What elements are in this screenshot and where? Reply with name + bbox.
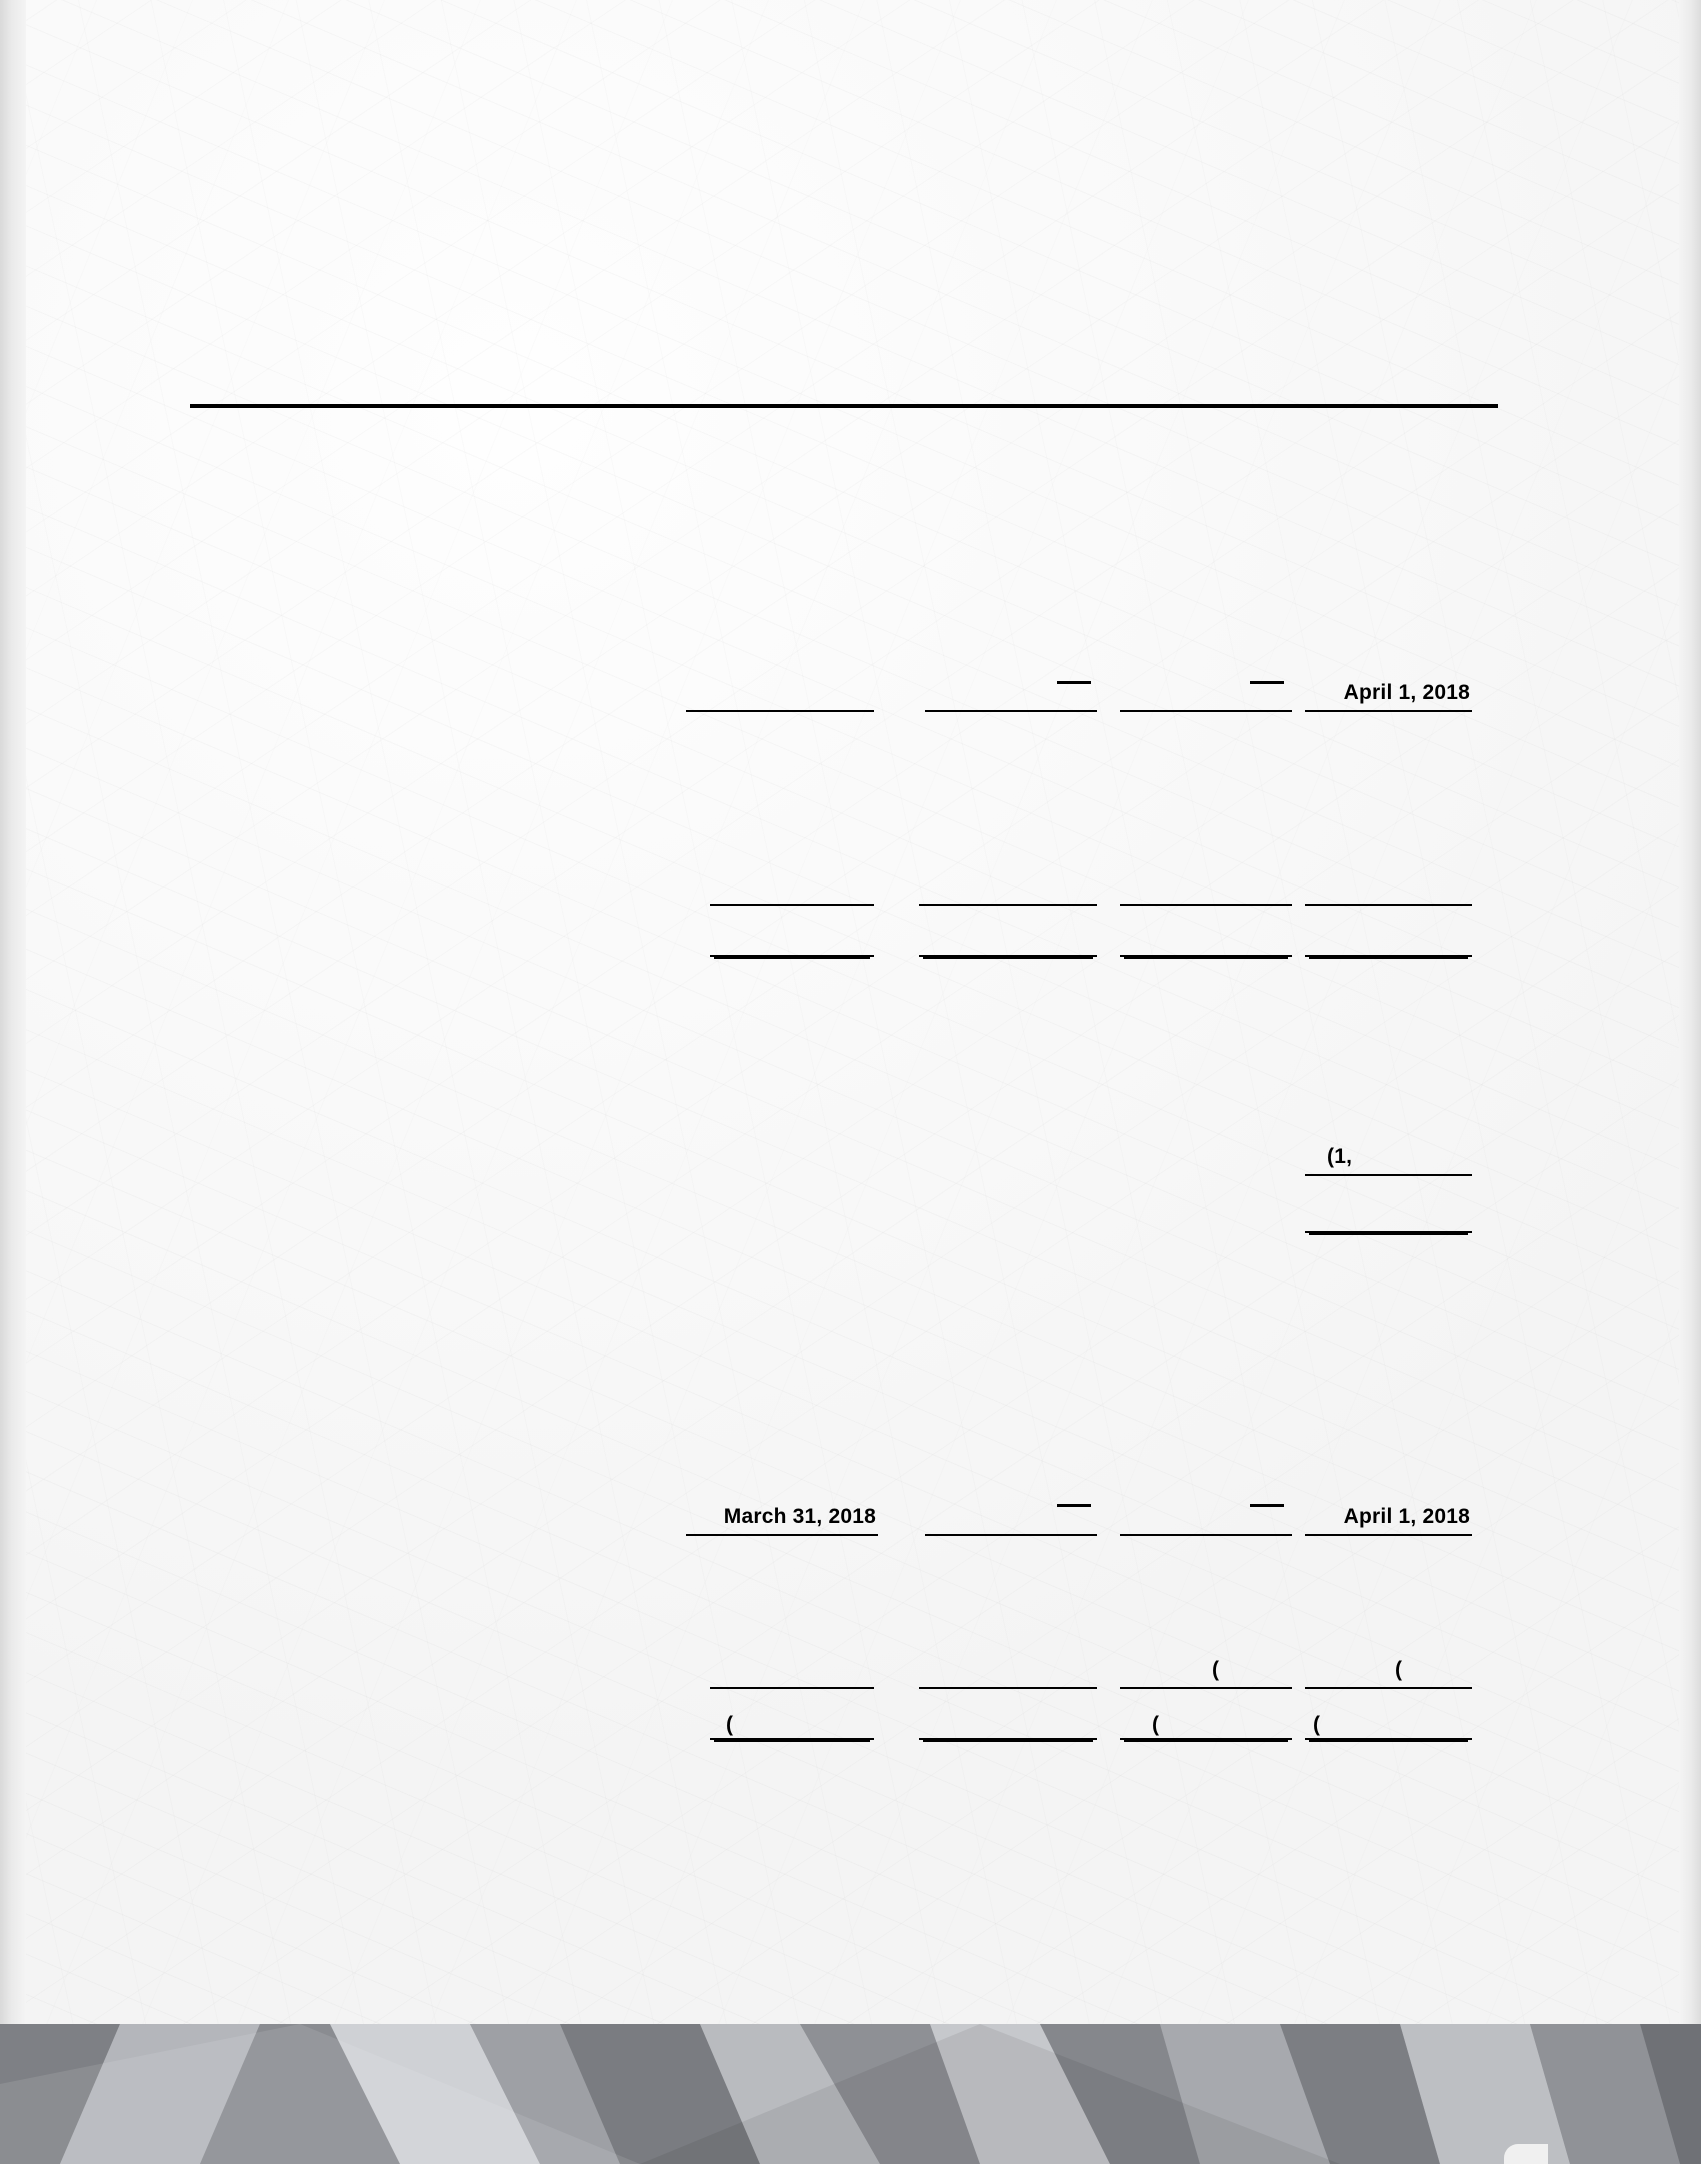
section-c-grand-total-cell-3 [1120, 1710, 1292, 1740]
top-horizontal-rule [190, 404, 1498, 408]
section-a-total-cell-2 [919, 872, 1097, 906]
section-c-header-value-4: April 1, 2018 [1343, 1505, 1470, 1528]
section-a-grand-total-cell-2 [919, 927, 1097, 957]
section-a-header-value-4: April 1, 2018 [1343, 681, 1470, 704]
section-c-header-cell-1 [686, 1502, 878, 1536]
section-c-total-cell-4 [1305, 1655, 1472, 1689]
section-c-total-value-4: ( [1395, 1658, 1403, 1681]
section-a-header-cell-1 [686, 678, 874, 712]
section-a-grand-total-cell-4 [1305, 927, 1472, 957]
section-c-grand-total-cell-1 [710, 1710, 874, 1740]
section-c-grand-total-value-3: ( [1152, 1713, 1160, 1736]
section-b-value-cell [1305, 1142, 1472, 1176]
section-c-grand-total-value-1: ( [726, 1713, 734, 1736]
section-a-header-cell-4 [1305, 678, 1472, 712]
section-c-total-value-3: ( [1212, 1658, 1220, 1681]
section-a-header-cell-2 [925, 678, 1097, 712]
section-a-grand-total-cell-1 [710, 927, 874, 957]
footer-decorative-band [0, 2024, 1701, 2164]
section-c-header-cell-2 [925, 1502, 1097, 1536]
section-a-total-cell-4 [1305, 872, 1472, 906]
page-edge-left-shadow [0, 0, 26, 2024]
section-a-header-cell-3 [1120, 678, 1292, 712]
section-a-total-cell-3 [1120, 872, 1292, 906]
section-a-grand-total-cell-3 [1120, 927, 1292, 957]
section-c-total-cell-1 [710, 1655, 874, 1689]
section-a-total-cell-1 [710, 872, 874, 906]
footer-polygons [0, 2024, 1701, 2164]
page-edge-right-shadow [1679, 0, 1701, 2024]
section-c-total-cell-3 [1120, 1655, 1292, 1689]
section-c-total-cell-2 [919, 1655, 1097, 1689]
section-c-header-cell-4 [1305, 1502, 1472, 1536]
section-b-value: (1, [1327, 1145, 1353, 1168]
section-c-grand-total-value-4: ( [1313, 1713, 1321, 1736]
section-c-grand-total-cell-2 [919, 1710, 1097, 1740]
section-c-grand-total-cell-4 [1305, 1710, 1472, 1740]
section-b-total-cell [1305, 1203, 1472, 1233]
section-c-header-value-1: March 31, 2018 [723, 1505, 876, 1528]
section-c-header-cell-3 [1120, 1502, 1292, 1536]
